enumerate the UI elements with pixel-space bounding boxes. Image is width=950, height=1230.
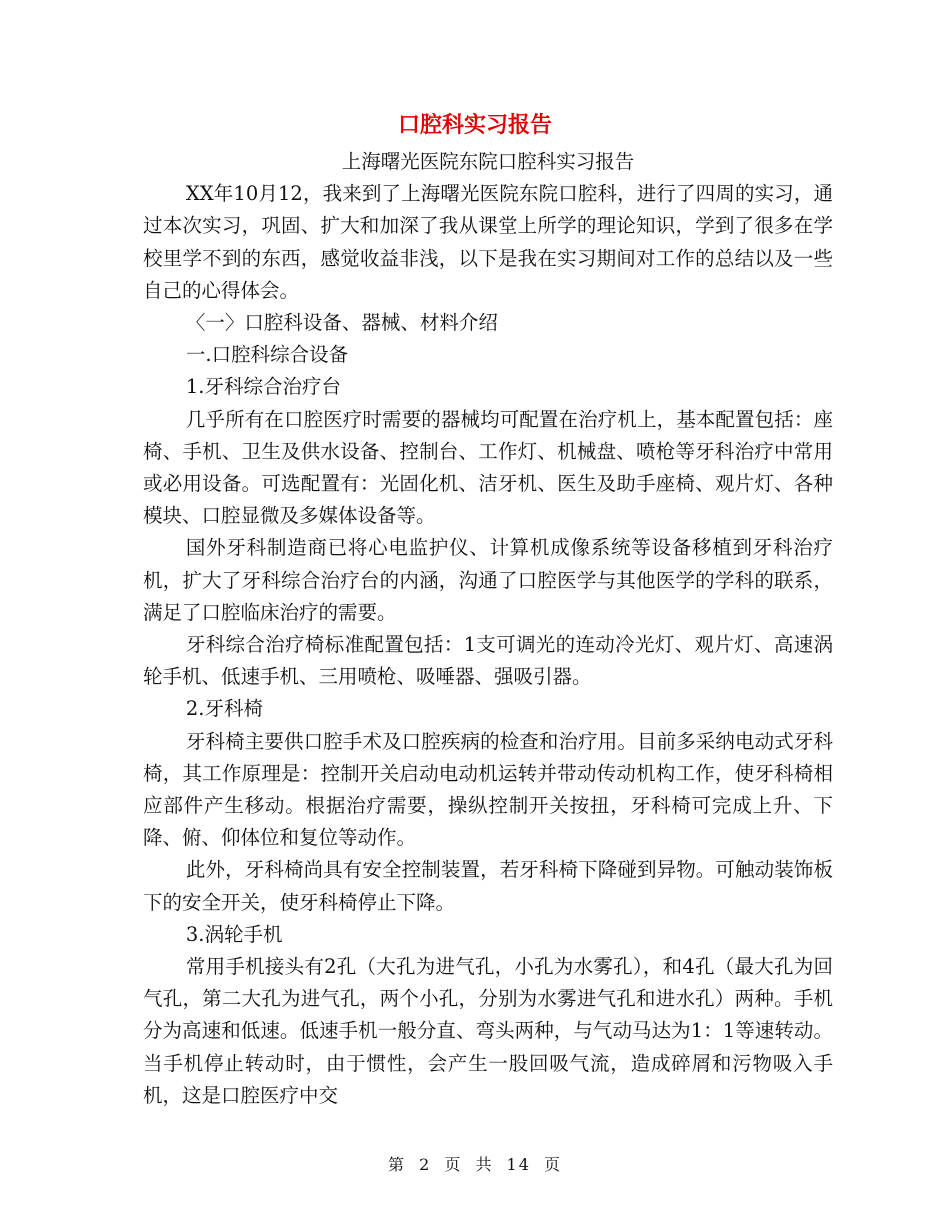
- section-heading-equipment: 〈一〉口腔科设备、器械、材料介绍: [185, 311, 498, 335]
- document-title: 口腔科实习报告: [397, 112, 552, 138]
- document-subtitle: 上海曙光医院东院口腔科实习报告: [341, 150, 635, 173]
- paragraph-intro: XX年10月12，我来到了上海曙光医院东院口腔科，进行了四周的实习，通过本次实习，巩固、扩大和加深了我从课堂上所学的理论知识，学到了很多在学校里学不到的东西，感觉收益非浅，以下是我在实习期间对工作的总结以及一些自己的心得体会。: [143, 182, 833, 302]
- item-heading-turbine-handpiece: 3.涡轮手机: [185, 922, 283, 946]
- item-heading-dental-chair: 2.牙科椅: [185, 697, 263, 721]
- document-body: [143, 146, 833, 1112]
- paragraph-foreign-manufacturers: 国外牙科制造商已将心电监护仪、计算机成像系统等设备移植到牙科治疗机，扩大了牙科综合治疗台的内涵，沟通了口腔医学与其他医学的学科的联系，满足了口腔临床治疗的需要。: [143, 536, 833, 624]
- item-heading-treatment-unit: 1.牙科综合治疗台: [185, 375, 341, 399]
- paragraph-dental-chair-function: 牙科椅主要供口腔手术及口腔疾病的检查和治疗用。目前多采纳电动式牙科椅，其工作原理是：控制开关启动电动机运转并带动传动机构工作，使牙科椅相应部件产生移动。根据治疗需要，操纵控制开关按扭，牙科椅可完成上升、下降、俯、仰体位和复位等动作。: [143, 729, 833, 850]
- paragraph-standard-config: 牙科综合治疗椅标准配置包括：1支可调光的连动冷光灯、观片灯、高速涡轮手机、低速手机、三用喷枪、吸唾器、强吸引器。: [143, 633, 833, 689]
- page-number-footer: 第 2 页 共 14 页: [388, 1155, 562, 1174]
- paragraph-turbine-handpiece: 常用手机接头有2孔（大孔为进气孔，小孔为水雾孔），和4孔（最大孔为回气孔，第二大孔为进气孔，两个小孔，分别为水雾进气孔和进水孔）两种。手机分为高速和低速。低速手机一般分直、弯头两种，与气动马达为1：1等速转动。当手机停止转动时，由于惯性，会产生一股回吸气流，造成碎屑和污物吸入手机，这是口腔医疗中交: [143, 955, 833, 1107]
- paragraph-dental-chair-safety: 此外，牙科椅尚具有安全控制装置，若牙科椅下降碰到异物。可触动装饰板下的安全开关，使牙科椅停止下降。: [143, 858, 833, 914]
- paragraph-treatment-unit-config: 几乎所有在口腔医疗时需要的器械均可配置在治疗机上，基本配置包括：座椅、手机、卫生及供水设备、控制台、工作灯、机械盘、喷枪等牙科治疗中常用或必用设备。可选配置有：光固化机、洁牙机、医生及助手座椅、观片灯、各种模块、口腔显微及多媒体设备等。: [143, 407, 833, 528]
- subsection-heading-comprehensive-equipment: 一.口腔科综合设备: [185, 343, 349, 367]
